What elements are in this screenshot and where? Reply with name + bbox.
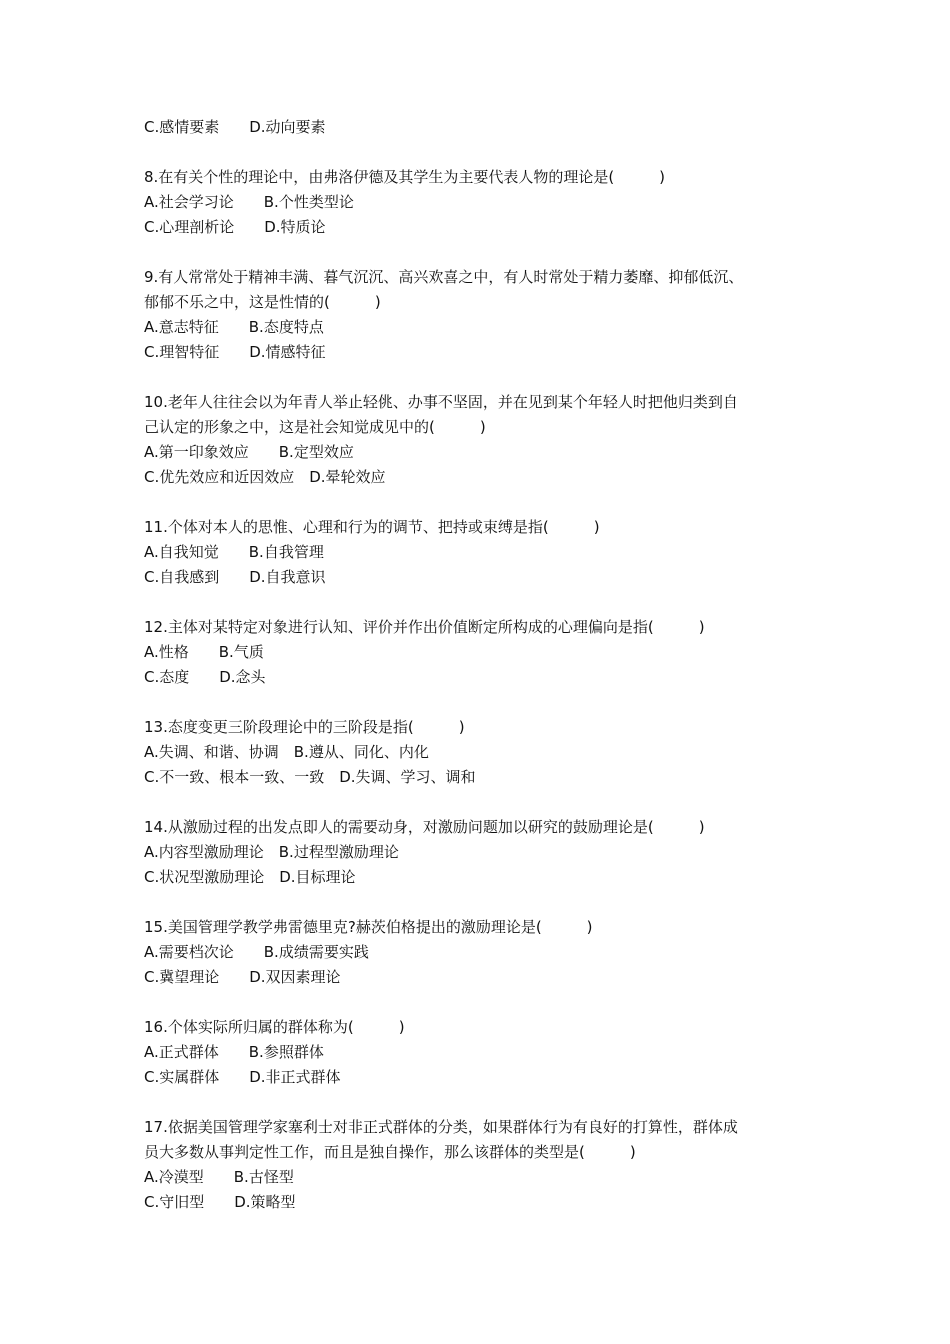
question-12 xyxy=(144,615,809,690)
document-body xyxy=(144,115,809,1215)
question-text: 10.老年人往往会以为年青人举止轻佻、办事不坚固，并在见到某个年轻人时把他归类到自 xyxy=(144,393,738,411)
option-line: C.自我感到 D.自我意识 xyxy=(144,568,326,586)
question-8 xyxy=(144,165,809,240)
option-line: A.失调、和谐、协调 B.遵从、同化、内化 xyxy=(144,743,429,761)
question-text: 员大多数从事判定性工作，而且是独自操作，那么该群体的类型是( ) xyxy=(144,1143,636,1161)
question-text: 12.主体对某特定对象进行认知、评价并作出价值断定所构成的心理偏向是指( ) xyxy=(144,618,705,636)
question-9 xyxy=(144,265,809,365)
option-line: C.心理剖析论 D.特质论 xyxy=(144,218,326,236)
question-17 xyxy=(144,1115,809,1215)
question-text: 14.从激励过程的出发点即人的需要动身，对激励问题加以研究的鼓励理论是( ) xyxy=(144,818,705,836)
option-line: C.冀望理论 D.双因素理论 xyxy=(144,968,341,986)
question-text: 15.美国管理学教学弗雷德里克?赫茨伯格提出的激励理论是( ) xyxy=(144,918,593,936)
option-line: C.态度 D.念头 xyxy=(144,668,266,686)
option-line: A.第一印象效应 B.定型效应 xyxy=(144,443,354,461)
option-line: A.正式群体 B.参照群体 xyxy=(144,1043,324,1061)
option-line: A.意志特征 B.态度特点 xyxy=(144,318,324,336)
option-line: A.需要档次论 B.成绩需要实践 xyxy=(144,943,369,961)
question-text: 17.依据美国管理学家塞利士对非正式群体的分类，如果群体行为有良好的打算性，群体成 xyxy=(144,1118,738,1136)
question-13 xyxy=(144,715,809,790)
question-15 xyxy=(144,915,809,990)
question-14 xyxy=(144,815,809,890)
leading-options xyxy=(144,115,809,140)
option-line: C.守旧型 D.策略型 xyxy=(144,1193,296,1211)
option-line: A.冷漠型 B.古怪型 xyxy=(144,1168,294,1186)
question-text: 11.个体对本人的思惟、心理和行为的调节、把持或束缚是指( ) xyxy=(144,518,600,536)
option-line: C.不一致、根本一致、一致 D.失调、学习、调和 xyxy=(144,768,476,786)
question-16 xyxy=(144,1015,809,1090)
option-line: A.社会学习论 B.个性类型论 xyxy=(144,193,354,211)
option-line: A.性格 B.气质 xyxy=(144,643,264,661)
option-line: A.自我知觉 B.自我管理 xyxy=(144,543,324,561)
option-line: C.感情要素 D.动向要素 xyxy=(144,118,326,136)
option-line: C.优先效应和近因效应 D.晕轮效应 xyxy=(144,468,386,486)
option-line: C.理智特征 D.情感特征 xyxy=(144,343,326,361)
option-line: C.实属群体 D.非正式群体 xyxy=(144,1068,341,1086)
question-text: 13.态度变更三阶段理论中的三阶段是指( ) xyxy=(144,718,465,736)
question-11 xyxy=(144,515,809,590)
option-line: C.状况型激励理论 D.目标理论 xyxy=(144,868,356,886)
question-10 xyxy=(144,390,809,490)
option-line: A.内容型激励理论 B.过程型激励理论 xyxy=(144,843,399,861)
question-text: 郁郁不乐之中，这是性情的( ) xyxy=(144,293,381,311)
question-text: 8.在有关个性的理论中，由弗洛伊德及其学生为主要代表人物的理论是( ) xyxy=(144,168,666,186)
question-text: 己认定的形象之中，这是社会知觉成见中的( ) xyxy=(144,418,486,436)
question-text: 9.有人常常处于精神丰满、暮气沉沉、高兴欢喜之中，有人时常处于精力萎靡、抑郁低沉、 xyxy=(144,268,744,286)
question-text: 16.个体实际所归属的群体称为( ) xyxy=(144,1018,405,1036)
